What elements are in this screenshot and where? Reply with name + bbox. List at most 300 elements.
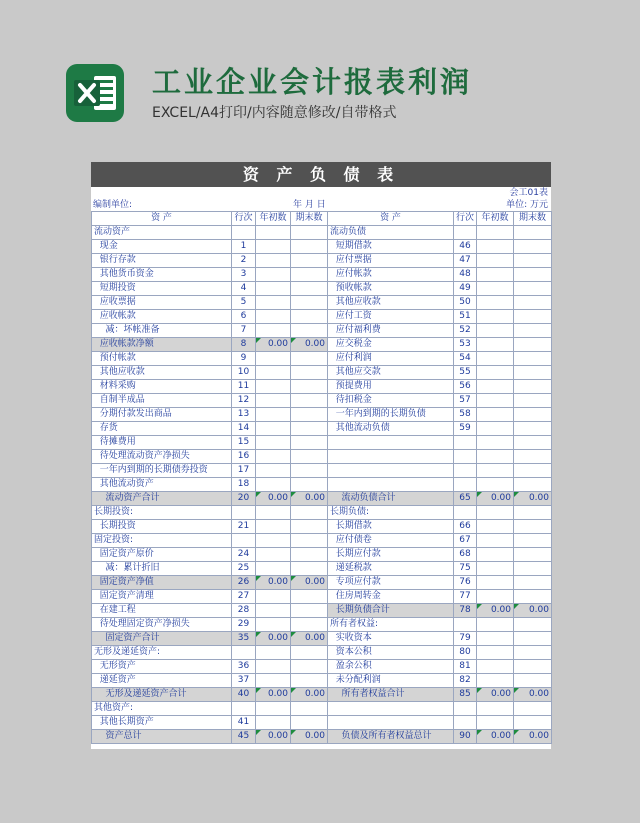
line-number-cell[interactable]: 25	[232, 562, 256, 576]
line-number-cell[interactable]: 40	[232, 688, 256, 702]
asset-name-cell[interactable]: 应收帐款净额	[92, 338, 232, 352]
asset-name-cell[interactable]: 一年内到期的长期债券投资	[92, 464, 232, 478]
closing-value-cell[interactable]	[514, 240, 552, 254]
closing-value-cell[interactable]	[291, 520, 328, 534]
opening-value-cell[interactable]	[256, 282, 291, 296]
opening-value-cell[interactable]	[477, 422, 514, 436]
line-number-cell[interactable]	[232, 534, 256, 548]
closing-value-cell[interactable]	[291, 366, 328, 380]
line-number-cell[interactable]: 27	[232, 590, 256, 604]
opening-value-cell[interactable]	[477, 436, 514, 450]
closing-value-cell[interactable]	[514, 352, 552, 366]
line-number-cell[interactable]: 21	[232, 520, 256, 534]
opening-value-cell[interactable]: 0.00	[256, 730, 291, 744]
liability-name-cell[interactable]: 短期借款	[328, 240, 454, 254]
closing-value-cell[interactable]	[514, 394, 552, 408]
closing-value-cell[interactable]	[291, 604, 328, 618]
line-number-cell[interactable]: 47	[454, 254, 477, 268]
line-number-cell[interactable]: 59	[454, 422, 477, 436]
closing-value-cell[interactable]	[514, 254, 552, 268]
closing-value-cell[interactable]	[514, 534, 552, 548]
line-number-cell[interactable]: 57	[454, 394, 477, 408]
closing-value-cell[interactable]	[514, 366, 552, 380]
line-number-cell[interactable]: 66	[454, 520, 477, 534]
closing-value-cell[interactable]	[291, 296, 328, 310]
closing-value-cell[interactable]	[291, 310, 328, 324]
closing-value-cell[interactable]	[291, 716, 328, 730]
liability-name-cell[interactable]	[328, 464, 454, 478]
line-number-cell[interactable]: 3	[232, 268, 256, 282]
closing-value-cell[interactable]	[514, 380, 552, 394]
line-number-cell[interactable]: 7	[232, 324, 256, 338]
closing-value-cell[interactable]: 0.00	[291, 492, 328, 506]
opening-value-cell[interactable]	[477, 632, 514, 646]
line-number-cell[interactable]	[232, 226, 256, 240]
asset-name-cell[interactable]: 流动资产合计	[92, 492, 232, 506]
line-number-cell[interactable]: 26	[232, 576, 256, 590]
line-number-cell[interactable]: 17	[232, 464, 256, 478]
line-number-cell[interactable]	[232, 646, 256, 660]
liability-name-cell[interactable]	[328, 436, 454, 450]
liability-name-cell[interactable]: 长期负债合计	[328, 604, 454, 618]
opening-value-cell[interactable]: 0.00	[477, 730, 514, 744]
opening-value-cell[interactable]	[477, 562, 514, 576]
line-number-cell[interactable]: 79	[454, 632, 477, 646]
closing-value-cell[interactable]: 0.00	[514, 730, 552, 744]
opening-value-cell[interactable]	[256, 660, 291, 674]
opening-value-cell[interactable]	[256, 590, 291, 604]
opening-value-cell[interactable]	[256, 408, 291, 422]
liability-name-cell[interactable]: 资本公积	[328, 646, 454, 660]
line-number-cell[interactable]: 13	[232, 408, 256, 422]
closing-value-cell[interactable]	[514, 436, 552, 450]
opening-value-cell[interactable]	[477, 646, 514, 660]
asset-name-cell[interactable]: 在建工程	[92, 604, 232, 618]
line-number-cell[interactable]: 56	[454, 380, 477, 394]
closing-value-cell[interactable]	[291, 226, 328, 240]
asset-name-cell[interactable]: 待摊费用	[92, 436, 232, 450]
closing-value-cell[interactable]: 0.00	[291, 338, 328, 352]
asset-name-cell[interactable]: 无形资产	[92, 660, 232, 674]
opening-value-cell[interactable]	[477, 674, 514, 688]
closing-value-cell[interactable]	[291, 394, 328, 408]
closing-value-cell[interactable]	[514, 464, 552, 478]
liability-name-cell[interactable]	[328, 450, 454, 464]
line-number-cell[interactable]: 52	[454, 324, 477, 338]
line-number-cell[interactable]	[454, 716, 477, 730]
table-row	[92, 674, 552, 688]
opening-value-cell[interactable]	[256, 520, 291, 534]
line-number-cell[interactable]: 11	[232, 380, 256, 394]
opening-value-cell[interactable]	[477, 534, 514, 548]
liability-name-cell[interactable]: 其他应交款	[328, 366, 454, 380]
line-number-cell[interactable]: 55	[454, 366, 477, 380]
line-number-cell[interactable]: 20	[232, 492, 256, 506]
line-number-cell[interactable]: 29	[232, 618, 256, 632]
closing-value-cell[interactable]	[514, 646, 552, 660]
closing-value-cell[interactable]	[291, 506, 328, 520]
closing-value-cell[interactable]	[514, 716, 552, 730]
closing-value-cell[interactable]: 0.00	[514, 604, 552, 618]
opening-value-cell[interactable]	[477, 226, 514, 240]
line-number-cell[interactable]: 81	[454, 660, 477, 674]
line-number-cell[interactable]: 67	[454, 534, 477, 548]
closing-value-cell[interactable]	[291, 618, 328, 632]
opening-value-cell[interactable]	[477, 380, 514, 394]
opening-value-cell[interactable]	[256, 380, 291, 394]
closing-value-cell[interactable]	[514, 548, 552, 562]
opening-value-cell[interactable]: 0.00	[477, 604, 514, 618]
table-row	[92, 716, 552, 730]
asset-name-cell[interactable]: 应收票据	[92, 296, 232, 310]
closing-value-cell[interactable]	[514, 296, 552, 310]
closing-value-cell[interactable]	[291, 282, 328, 296]
line-number-cell[interactable]: 75	[454, 562, 477, 576]
col-closing: 期末数	[291, 212, 328, 226]
liability-name-cell[interactable]: 未分配利润	[328, 674, 454, 688]
closing-value-cell[interactable]: 0.00	[514, 492, 552, 506]
closing-value-cell[interactable]	[291, 240, 328, 254]
line-number-cell[interactable]: 49	[454, 282, 477, 296]
opening-value-cell[interactable]	[477, 394, 514, 408]
liability-name-cell[interactable]: 应付工资	[328, 310, 454, 324]
line-number-cell[interactable]: 53	[454, 338, 477, 352]
closing-value-cell[interactable]	[514, 520, 552, 534]
liability-name-cell[interactable]: 负债及所有者权益总计	[328, 730, 454, 744]
line-number-cell[interactable]: 76	[454, 576, 477, 590]
line-number-cell[interactable]: 78	[454, 604, 477, 618]
asset-name-cell[interactable]: 应收帐款	[92, 310, 232, 324]
line-number-cell[interactable]: 36	[232, 660, 256, 674]
line-number-cell[interactable]: 5	[232, 296, 256, 310]
opening-value-cell[interactable]	[477, 660, 514, 674]
line-number-cell[interactable]	[454, 702, 477, 716]
asset-name-cell[interactable]: 减：累计折旧	[92, 562, 232, 576]
line-number-cell[interactable]: 14	[232, 422, 256, 436]
opening-value-cell[interactable]	[256, 716, 291, 730]
line-number-cell[interactable]	[454, 450, 477, 464]
asset-name-cell[interactable]: 固定资产合计	[92, 632, 232, 646]
asset-name-cell[interactable]: 递延资产	[92, 674, 232, 688]
asset-name-cell[interactable]: 短期投资	[92, 282, 232, 296]
opening-value-cell[interactable]: 0.00	[256, 492, 291, 506]
asset-name-cell[interactable]: 固定资产原价	[92, 548, 232, 562]
opening-value-cell[interactable]	[256, 226, 291, 240]
asset-name-cell[interactable]: 其他应收款	[92, 366, 232, 380]
opening-value-cell[interactable]	[256, 394, 291, 408]
line-number-cell[interactable]	[454, 478, 477, 492]
liability-name-cell[interactable]: 待扣税金	[328, 394, 454, 408]
closing-value-cell[interactable]	[291, 548, 328, 562]
unit-label: 单位: 万元	[506, 200, 548, 210]
asset-name-cell[interactable]: 材料采购	[92, 380, 232, 394]
opening-value-cell[interactable]	[477, 520, 514, 534]
asset-name-cell[interactable]: 资产总计	[92, 730, 232, 744]
opening-value-cell[interactable]	[477, 352, 514, 366]
liability-name-cell[interactable]: 长期负债:	[328, 506, 454, 520]
opening-value-cell[interactable]: 0.00	[477, 492, 514, 506]
asset-name-cell[interactable]: 长期投资:	[92, 506, 232, 520]
opening-value-cell[interactable]	[256, 450, 291, 464]
line-number-cell[interactable]: 1	[232, 240, 256, 254]
line-number-cell[interactable]: 68	[454, 548, 477, 562]
closing-value-cell[interactable]	[514, 674, 552, 688]
liability-name-cell[interactable]: 长期借款	[328, 520, 454, 534]
line-number-cell[interactable]: 37	[232, 674, 256, 688]
opening-value-cell[interactable]	[256, 534, 291, 548]
opening-value-cell[interactable]	[256, 506, 291, 520]
closing-value-cell[interactable]	[514, 576, 552, 590]
line-number-cell[interactable]: 58	[454, 408, 477, 422]
closing-value-cell[interactable]	[514, 310, 552, 324]
opening-value-cell[interactable]	[256, 702, 291, 716]
asset-name-cell[interactable]: 减：坏帐准备	[92, 324, 232, 338]
opening-value-cell[interactable]	[477, 240, 514, 254]
liability-name-cell[interactable]: 所有者权益:	[328, 618, 454, 632]
closing-value-cell[interactable]	[291, 450, 328, 464]
line-number-cell[interactable]: 28	[232, 604, 256, 618]
opening-value-cell[interactable]: 0.00	[256, 338, 291, 352]
closing-value-cell[interactable]	[291, 408, 328, 422]
opening-value-cell[interactable]	[256, 646, 291, 660]
opening-value-cell[interactable]: 0.00	[477, 688, 514, 702]
closing-value-cell[interactable]	[514, 282, 552, 296]
closing-value-cell[interactable]	[514, 338, 552, 352]
opening-value-cell[interactable]	[477, 282, 514, 296]
opening-value-cell[interactable]	[477, 338, 514, 352]
closing-value-cell[interactable]	[514, 226, 552, 240]
asset-name-cell[interactable]: 预付帐款	[92, 352, 232, 366]
liability-name-cell[interactable]: 预提费用	[328, 380, 454, 394]
line-number-cell[interactable]: 12	[232, 394, 256, 408]
closing-value-cell[interactable]	[514, 408, 552, 422]
asset-name-cell[interactable]: 银行存款	[92, 254, 232, 268]
line-number-cell[interactable]: 45	[232, 730, 256, 744]
opening-value-cell[interactable]	[256, 310, 291, 324]
asset-name-cell[interactable]: 固定资产清理	[92, 590, 232, 604]
closing-value-cell[interactable]	[514, 324, 552, 338]
line-number-cell[interactable]: 9	[232, 352, 256, 366]
closing-value-cell[interactable]	[291, 534, 328, 548]
opening-value-cell[interactable]	[256, 240, 291, 254]
closing-value-cell[interactable]	[291, 436, 328, 450]
opening-value-cell[interactable]	[477, 590, 514, 604]
asset-name-cell[interactable]: 固定投资:	[92, 534, 232, 548]
opening-value-cell[interactable]	[256, 366, 291, 380]
closing-value-cell[interactable]	[291, 478, 328, 492]
closing-value-cell[interactable]: 0.00	[291, 730, 328, 744]
opening-value-cell[interactable]	[256, 548, 291, 562]
opening-value-cell[interactable]	[477, 702, 514, 716]
line-number-cell[interactable]: 6	[232, 310, 256, 324]
closing-value-cell[interactable]	[291, 422, 328, 436]
asset-name-cell[interactable]: 待处理固定资产净损失	[92, 618, 232, 632]
liability-name-cell[interactable]: 一年内到期的长期负债	[328, 408, 454, 422]
closing-value-cell[interactable]	[514, 268, 552, 282]
closing-value-cell[interactable]	[514, 422, 552, 436]
liability-name-cell[interactable]: 流动负债	[328, 226, 454, 240]
asset-name-cell[interactable]: 长期投资	[92, 520, 232, 534]
liability-name-cell[interactable]: 预收帐款	[328, 282, 454, 296]
line-number-cell[interactable]: 80	[454, 646, 477, 660]
opening-value-cell[interactable]	[477, 464, 514, 478]
opening-value-cell[interactable]	[477, 716, 514, 730]
opening-value-cell[interactable]: 0.00	[256, 632, 291, 646]
line-number-cell[interactable]: 16	[232, 450, 256, 464]
line-number-cell[interactable]: 46	[454, 240, 477, 254]
line-number-cell[interactable]: 8	[232, 338, 256, 352]
closing-value-cell[interactable]	[514, 450, 552, 464]
line-number-cell[interactable]	[232, 702, 256, 716]
asset-name-cell[interactable]: 其他长期资产	[92, 716, 232, 730]
line-number-cell[interactable]: 48	[454, 268, 477, 282]
opening-value-cell[interactable]	[256, 268, 291, 282]
closing-value-cell[interactable]: 0.00	[291, 632, 328, 646]
closing-value-cell[interactable]	[291, 646, 328, 660]
liability-name-cell[interactable]: 应付福利费	[328, 324, 454, 338]
opening-value-cell[interactable]	[477, 618, 514, 632]
asset-name-cell[interactable]: 流动资产	[92, 226, 232, 240]
line-number-cell[interactable]: 51	[454, 310, 477, 324]
line-number-cell[interactable]: 50	[454, 296, 477, 310]
line-number-cell[interactable]: 90	[454, 730, 477, 744]
opening-value-cell[interactable]	[477, 268, 514, 282]
liability-name-cell[interactable]: 其他应收款	[328, 296, 454, 310]
closing-value-cell[interactable]: 0.00	[514, 688, 552, 702]
liability-name-cell[interactable]: 长期应付款	[328, 548, 454, 562]
liability-name-cell[interactable]: 其他流动负债	[328, 422, 454, 436]
liability-name-cell[interactable]: 应付利润	[328, 352, 454, 366]
closing-value-cell[interactable]	[291, 464, 328, 478]
closing-value-cell[interactable]	[514, 562, 552, 576]
asset-name-cell[interactable]: 现金	[92, 240, 232, 254]
opening-value-cell[interactable]	[477, 506, 514, 520]
closing-value-cell[interactable]	[291, 590, 328, 604]
opening-value-cell[interactable]	[256, 674, 291, 688]
opening-value-cell[interactable]	[477, 478, 514, 492]
opening-value-cell[interactable]	[256, 254, 291, 268]
liability-name-cell[interactable]: 应付帐款	[328, 268, 454, 282]
opening-value-cell[interactable]	[477, 324, 514, 338]
closing-value-cell[interactable]	[291, 324, 328, 338]
opening-value-cell[interactable]	[256, 478, 291, 492]
closing-value-cell[interactable]	[514, 702, 552, 716]
opening-value-cell[interactable]	[477, 450, 514, 464]
closing-value-cell[interactable]	[291, 562, 328, 576]
opening-value-cell[interactable]	[256, 324, 291, 338]
asset-name-cell[interactable]: 其他货币资金	[92, 268, 232, 282]
asset-name-cell[interactable]: 分期付款发出商品	[92, 408, 232, 422]
line-number-cell[interactable]	[232, 506, 256, 520]
opening-value-cell[interactable]	[477, 310, 514, 324]
closing-value-cell[interactable]	[514, 618, 552, 632]
opening-value-cell[interactable]	[256, 618, 291, 632]
closing-value-cell[interactable]	[291, 660, 328, 674]
opening-value-cell[interactable]: 0.00	[256, 576, 291, 590]
opening-value-cell[interactable]	[477, 408, 514, 422]
opening-value-cell[interactable]	[256, 436, 291, 450]
closing-value-cell[interactable]	[291, 380, 328, 394]
liability-name-cell[interactable]: 专项应付款	[328, 576, 454, 590]
closing-value-cell[interactable]	[291, 268, 328, 282]
liability-name-cell[interactable]: 流动负债合计	[328, 492, 454, 506]
closing-value-cell[interactable]	[514, 506, 552, 520]
line-number-cell[interactable]	[454, 226, 477, 240]
asset-name-cell[interactable]: 自制半成品	[92, 394, 232, 408]
liability-name-cell[interactable]	[328, 478, 454, 492]
opening-value-cell[interactable]	[256, 352, 291, 366]
opening-value-cell[interactable]	[477, 576, 514, 590]
liability-name-cell[interactable]: 应付票据	[328, 254, 454, 268]
closing-value-cell[interactable]	[514, 660, 552, 674]
closing-value-cell[interactable]	[514, 478, 552, 492]
closing-value-cell[interactable]	[291, 674, 328, 688]
opening-value-cell[interactable]	[256, 604, 291, 618]
opening-value-cell[interactable]: 0.00	[256, 688, 291, 702]
line-number-cell[interactable]: 18	[232, 478, 256, 492]
line-number-cell[interactable]	[454, 436, 477, 450]
line-number-cell[interactable]: 54	[454, 352, 477, 366]
liability-name-cell[interactable]: 应交税金	[328, 338, 454, 352]
liability-name-cell[interactable]	[328, 716, 454, 730]
asset-name-cell[interactable]: 其他资产:	[92, 702, 232, 716]
line-number-cell[interactable]: 15	[232, 436, 256, 450]
asset-name-cell[interactable]: 无形及递延资产:	[92, 646, 232, 660]
liability-name-cell[interactable]: 盈余公积	[328, 660, 454, 674]
liability-name-cell[interactable]: 应付债卷	[328, 534, 454, 548]
line-number-cell[interactable]: 41	[232, 716, 256, 730]
opening-value-cell[interactable]	[256, 562, 291, 576]
closing-value-cell[interactable]: 0.00	[291, 576, 328, 590]
line-number-cell[interactable]	[454, 618, 477, 632]
opening-value-cell[interactable]	[256, 464, 291, 478]
asset-name-cell[interactable]: 其他流动资产	[92, 478, 232, 492]
closing-value-cell[interactable]	[291, 702, 328, 716]
line-number-cell[interactable]: 85	[454, 688, 477, 702]
liability-name-cell[interactable]: 所有者权益合计	[328, 688, 454, 702]
opening-value-cell[interactable]	[477, 296, 514, 310]
line-number-cell[interactable]: 65	[454, 492, 477, 506]
line-number-cell[interactable]: 2	[232, 254, 256, 268]
line-number-cell[interactable]: 24	[232, 548, 256, 562]
opening-value-cell[interactable]	[477, 254, 514, 268]
closing-value-cell[interactable]	[291, 254, 328, 268]
liability-name-cell[interactable]: 实收资本	[328, 632, 454, 646]
asset-name-cell[interactable]: 固定资产净值	[92, 576, 232, 590]
line-number-cell[interactable]	[454, 506, 477, 520]
asset-name-cell[interactable]: 存货	[92, 422, 232, 436]
line-number-cell[interactable]	[454, 464, 477, 478]
closing-value-cell[interactable]	[514, 632, 552, 646]
closing-value-cell[interactable]	[514, 590, 552, 604]
line-number-cell[interactable]: 77	[454, 590, 477, 604]
line-number-cell[interactable]: 10	[232, 366, 256, 380]
opening-value-cell[interactable]	[477, 548, 514, 562]
line-number-cell[interactable]: 4	[232, 282, 256, 296]
line-number-cell[interactable]: 82	[454, 674, 477, 688]
liability-name-cell[interactable]: 递延税款	[328, 562, 454, 576]
closing-value-cell[interactable]	[291, 352, 328, 366]
opening-value-cell[interactable]	[256, 296, 291, 310]
opening-value-cell[interactable]	[256, 422, 291, 436]
opening-value-cell[interactable]	[477, 366, 514, 380]
closing-value-cell[interactable]: 0.00	[291, 688, 328, 702]
asset-name-cell[interactable]: 待处理流动资产净损失	[92, 450, 232, 464]
asset-name-cell[interactable]: 无形及递延资产合计	[92, 688, 232, 702]
line-number-cell[interactable]: 35	[232, 632, 256, 646]
liability-name-cell[interactable]: 住房周转金	[328, 590, 454, 604]
liability-name-cell[interactable]	[328, 702, 454, 716]
